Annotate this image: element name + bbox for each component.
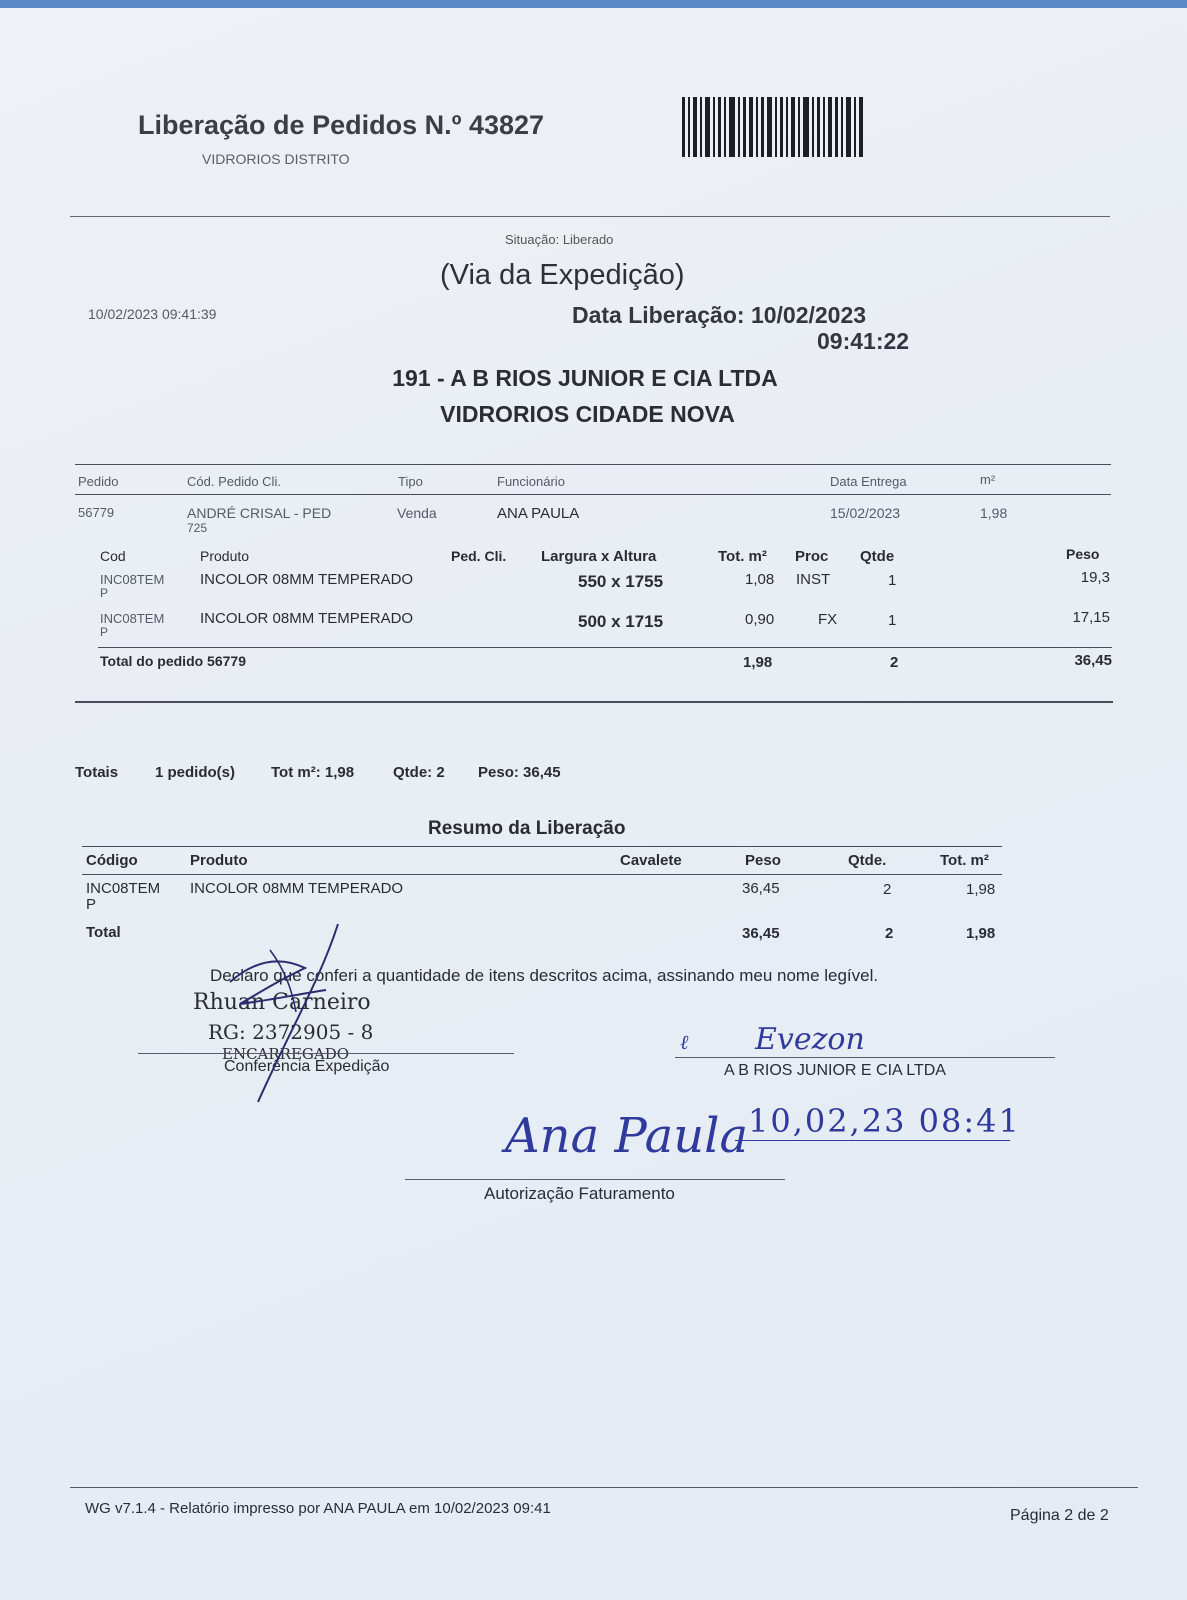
- col-tipo: Tipo: [398, 474, 423, 489]
- summary-col-tot-m2: Tot. m²: [940, 852, 989, 869]
- handwritten-datetime: 10,02,23 08:41: [748, 1102, 1021, 1140]
- summary-total-qtde: 2: [885, 925, 894, 942]
- order-data-entrega: 15/02/2023: [830, 505, 901, 521]
- status-label: Situação: Liberado: [505, 232, 614, 247]
- summary-col-cavalete: Cavalete: [620, 852, 682, 869]
- item-2-dims: 500 x 1715: [578, 612, 664, 631]
- items-total-rule: [98, 647, 1112, 648]
- summary-col-qtde: Qtde.: [848, 852, 887, 869]
- item-1-qtde: 1: [888, 572, 897, 589]
- summary-total-m2: 1,98: [966, 925, 996, 942]
- footer-page-number: Página 2 de 2: [1010, 1507, 1109, 1524]
- order-funcionario: ANA PAULA: [497, 505, 580, 522]
- order-tipo: Venda: [397, 505, 437, 521]
- items-col-tot-m2: Tot. m²: [718, 548, 767, 565]
- handwritten-date-underline: [735, 1140, 1010, 1141]
- order-total-m2: 1,98: [743, 654, 773, 671]
- right-handwritten-signature: Evezon: [755, 1022, 865, 1057]
- order-total-label: Total do pedido 56779: [100, 653, 246, 669]
- item-1-tot-m2: 1,08: [745, 571, 775, 588]
- totals-label: Totais: [75, 764, 119, 781]
- col-cod-cli: Cód. Pedido Cli.: [187, 474, 281, 489]
- right-signature-label: A B RIOS JUNIOR E CIA LTDA: [724, 1062, 946, 1079]
- stamp-rg: RG: 2372905 - 8: [208, 1020, 374, 1044]
- release-date: Data Liberação: 10/02/2023: [572, 302, 867, 328]
- order-pedido: 56779: [78, 505, 115, 520]
- declaration-text: Declaro que conferi a quantidade de itens descritos acima, assinando meu nome legível.: [210, 966, 879, 985]
- items-col-largura-altura: Largura x Altura: [541, 548, 657, 565]
- col-pedido: Pedido: [78, 474, 119, 489]
- items-col-ped-cli: Ped. Cli.: [451, 548, 507, 564]
- client-name: 191 - A B RIOS JUNIOR E CIA LTDA: [392, 365, 778, 391]
- page-top-edge: [0, 0, 1187, 8]
- items-col-cod: Cod: [100, 548, 126, 564]
- summary-tot-m2: 1,98: [966, 881, 996, 898]
- summary-qtde: 2: [883, 881, 892, 898]
- summary-header-rule: [82, 874, 1002, 875]
- items-col-qtde: Qtde: [860, 548, 895, 565]
- stamp-name: Rhuan Carneiro: [193, 990, 371, 1015]
- via-label: (Via da Expedição): [440, 259, 685, 291]
- summary-total-label: Total: [86, 924, 121, 941]
- totals-qtde: Qtde: 2: [393, 764, 445, 781]
- items-col-peso: Peso: [1066, 546, 1100, 562]
- stamp-role: ENCARREGADO: [222, 1045, 350, 1063]
- order-cod-cli: ANDRÉ CRISAL - PED: [187, 505, 332, 521]
- items-col-produto: Produto: [200, 548, 250, 564]
- bottom-signature-label: Autorização Faturamento: [484, 1184, 675, 1203]
- summary-peso: 36,45: [742, 880, 780, 897]
- left-signature-scribble: [210, 920, 360, 1110]
- item-2-cod-cont: P: [100, 625, 109, 639]
- barcode: [682, 97, 866, 157]
- summary-col-peso: Peso: [745, 852, 781, 869]
- order-table-top-rule: [75, 464, 1111, 465]
- item-1-cod-cont: P: [100, 586, 109, 600]
- left-signature-label: Conferência Expedição: [224, 1058, 390, 1075]
- item-1-cod: INC08TEM: [100, 572, 165, 587]
- summary-codigo-cont: P: [86, 896, 97, 913]
- item-2-qtde: 1: [888, 612, 897, 629]
- item-2-proc: FX: [818, 611, 838, 628]
- summary-title: Resumo da Liberação: [428, 818, 626, 839]
- summary-codigo: INC08TEM: [86, 880, 161, 897]
- totals-m2: Tot m²: 1,98: [271, 764, 355, 781]
- bottom-handwritten-signature: Ana Paula: [505, 1108, 749, 1164]
- item-2-peso: 17,15: [1072, 609, 1110, 626]
- items-col-proc: Proc: [795, 548, 829, 565]
- client-store: VIDRORIOS CIDADE NOVA: [440, 401, 735, 427]
- summary-total-peso: 36,45: [742, 925, 780, 942]
- order-total-qtde: 2: [890, 654, 899, 671]
- right-signature-mark-icon: ℓ: [680, 1030, 689, 1054]
- right-signature-line: [675, 1057, 1055, 1058]
- order-table-bottom-rule: [75, 701, 1113, 703]
- col-data-entrega: Data Entrega: [830, 474, 907, 489]
- header-divider: [70, 216, 1110, 217]
- item-2-cod: INC08TEM: [100, 611, 165, 626]
- order-cod-cli-cont: 725: [187, 521, 208, 535]
- order-m2: 1,98: [980, 505, 1008, 521]
- release-time: 09:41:22: [817, 328, 910, 354]
- footer-rule: [70, 1487, 1138, 1488]
- item-1-peso: 19,3: [1080, 569, 1110, 586]
- company-subtitle: VIDRORIOS DISTRITO: [202, 151, 350, 167]
- summary-col-produto: Produto: [190, 852, 248, 869]
- totals-peso: Peso: 36,45: [478, 764, 561, 781]
- summary-top-rule: [82, 846, 1002, 847]
- item-2-tot-m2: 0,90: [745, 611, 775, 628]
- summary-produto: INCOLOR 08MM TEMPERADO: [190, 880, 404, 897]
- summary-col-codigo: Código: [86, 852, 138, 869]
- item-2-produto: INCOLOR 08MM TEMPERADO: [200, 610, 414, 627]
- document-title: Liberação de Pedidos N.º 43827: [138, 110, 545, 140]
- order-table-header-rule: [75, 494, 1111, 495]
- item-1-proc: INST: [796, 571, 831, 588]
- item-1-dims: 550 x 1755: [578, 572, 664, 591]
- col-funcionario: Funcionário: [497, 474, 565, 489]
- item-1-produto: INCOLOR 08MM TEMPERADO: [200, 571, 414, 588]
- bottom-signature-line: [405, 1179, 785, 1180]
- order-total-peso: 36,45: [1074, 652, 1112, 669]
- totals-pedidos: 1 pedido(s): [155, 764, 236, 781]
- printed-timestamp: 10/02/2023 09:41:39: [88, 306, 217, 322]
- col-m2: m²: [980, 472, 996, 487]
- footer-printed-by: WG v7.1.4 - Relatório impresso por ANA PAULA em 10/02/2023 09:41: [85, 1500, 551, 1517]
